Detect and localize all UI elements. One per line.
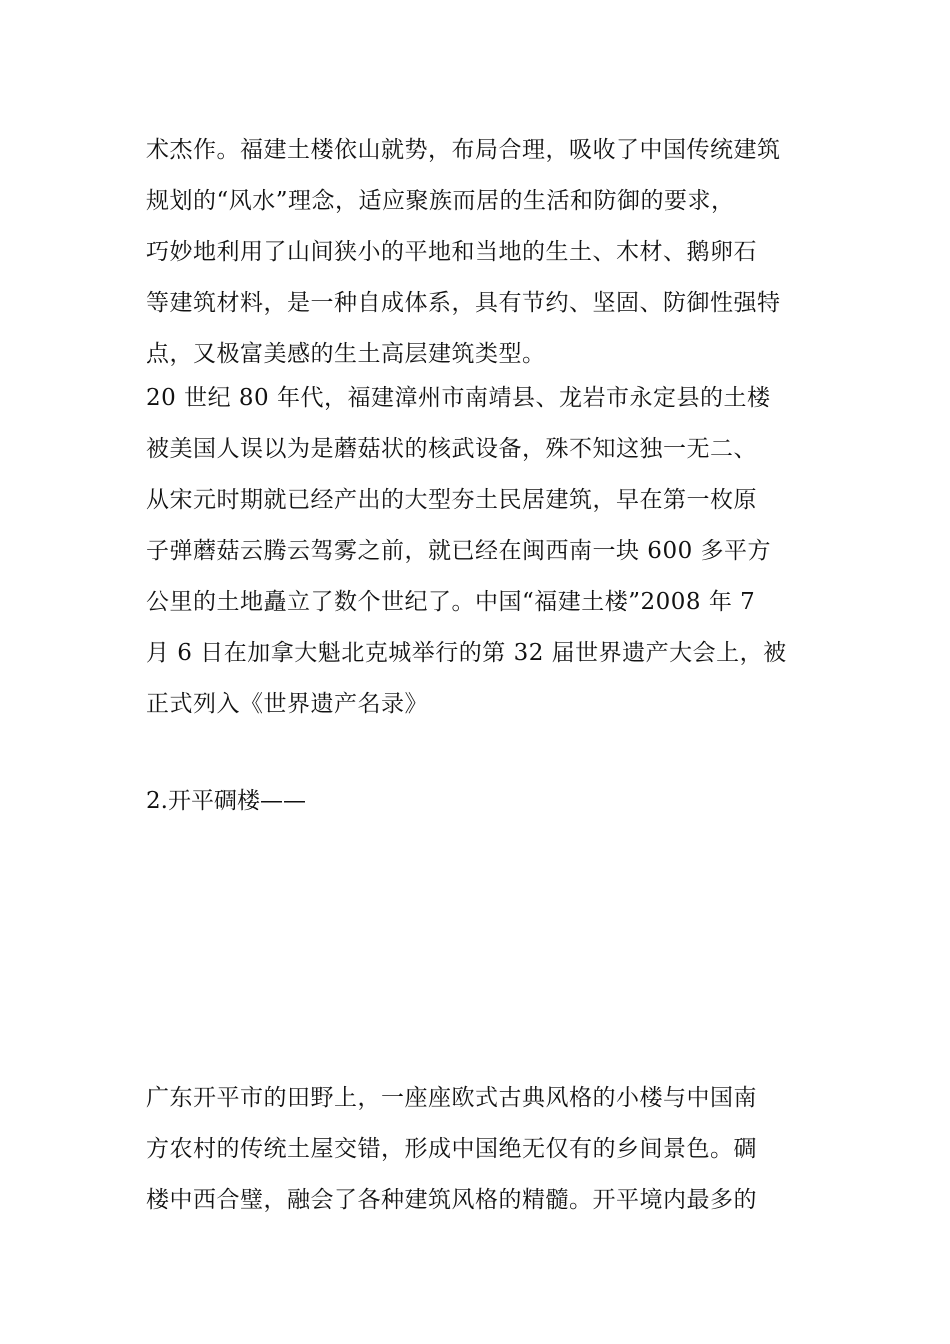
text-line: 被美国人误以为是蘑菇状的核武设备，殊不知这独一无二、 (146, 436, 757, 462)
text-line: 术杰作。福建土楼依山就势，布局合理，吸收了中国传统建筑 (146, 137, 781, 163)
text-line: 子弹蘑菇云腾云驾雾之前，就已经在闽西南一块 600 多平方 (146, 538, 772, 564)
text-line: 广东开平市的田野上，一座座欧式古典风格的小楼与中国南 (146, 1085, 757, 1111)
text-line: 楼中西合璧，融会了各种建筑风格的精髓。开平境内最多的 (146, 1187, 757, 1213)
text-line: 正式列入《世界遗产名录》 (146, 691, 428, 717)
text-line: 20 世纪 80 年代，福建漳州市南靖县、龙岩市永定县的土楼 (146, 385, 771, 411)
text-line: 规划的“风水”理念，适应聚族而居的生活和防御的要求， (146, 188, 735, 214)
text-line: 公里的土地矗立了数个世纪了。中国“福建土楼”2008 年 7 (146, 589, 756, 615)
text-line: 月 6 日在加拿大魁北克城举行的第 32 届世界遗产大会上，被 (146, 640, 787, 666)
text-line: 等建筑材料，是一种自成体系，具有节约、坚固、防御性强特 (146, 290, 781, 316)
text-line: 方农村的传统土屋交错，形成中国绝无仅有的乡间景色。碉 (146, 1136, 757, 1162)
text-line: 点，又极富美感的生土高层建筑类型。 (146, 341, 546, 367)
text-line: 从宋元时期就已经产出的大型夯土民居建筑，早在第一枚原 (146, 487, 757, 513)
section-heading: 2.开平碉楼—— (146, 788, 306, 814)
text-line: 巧妙地利用了山间狭小的平地和当地的生土、木材、鹅卵石 (146, 239, 757, 265)
